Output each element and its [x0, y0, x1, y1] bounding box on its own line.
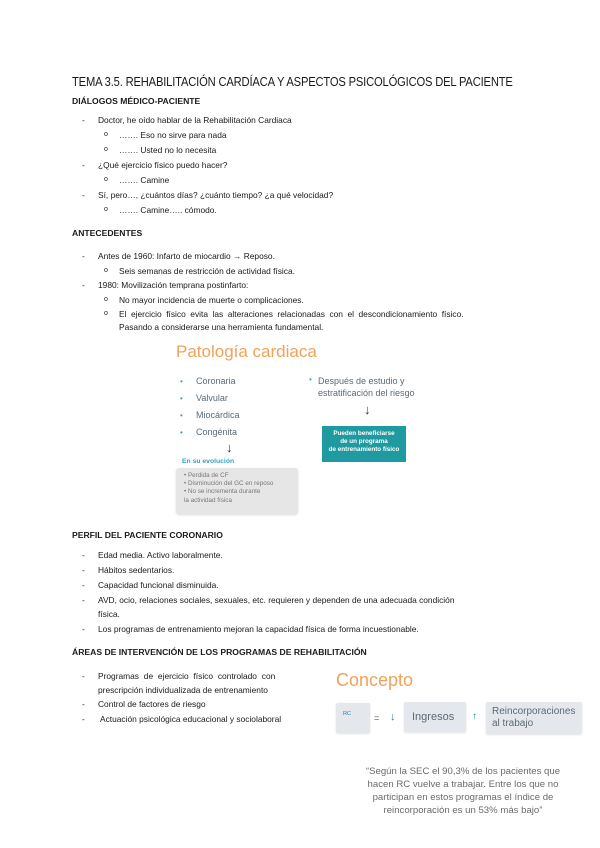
perfil-4: AVD, ocio, relaciones sociales, sexuales, etc. requieren y dependen de una adecuada condición	[98, 595, 455, 605]
bullet-dot-icon: •	[309, 375, 312, 384]
evolucion-label: En su evolución	[182, 458, 235, 465]
dash-bullet: -	[82, 624, 85, 634]
quote-line: participan en estos programas el índice de	[372, 792, 554, 803]
dialog-q2a: ……. Camine	[119, 175, 170, 185]
patologia-right-line1: Después de estudio y	[318, 376, 405, 386]
rc-label: RC	[343, 711, 352, 717]
bullet-dot-icon: •	[180, 394, 183, 403]
perfil-5: Los programas de entrenamiento mejoran la capacidad física de forma incuestionable.	[98, 624, 419, 634]
dash-bullet: -	[82, 550, 85, 560]
evolucion-line: • Disminución del GC en reposo	[184, 480, 274, 487]
reincorporaciones-box	[486, 702, 582, 734]
dialog-q1a: ……. Eso no sirve para nada	[119, 130, 227, 140]
patologia-item: Congénita	[196, 427, 238, 437]
teal-line: de un programa	[340, 438, 388, 445]
perfil-3: Capacidad funcional disminuida.	[98, 580, 219, 590]
evolucion-line: la actividad física	[184, 497, 232, 504]
arrow-down-icon: ↓	[226, 440, 233, 455]
dash-bullet: -	[82, 160, 85, 170]
dialog-q2: ¿Qué ejercicio físico puedo hacer?	[98, 160, 228, 170]
area-2: Control de factores de riesgo	[98, 699, 206, 709]
quote-line: “Según la SEC el 90,3% de los pacientes que	[365, 766, 561, 777]
teal-box	[322, 426, 406, 462]
perfil-1: Edad media. Activo laboralmente.	[98, 550, 223, 560]
bullet-dot-icon: •	[180, 377, 183, 386]
perfil-2: Hábitos sedentarios.	[98, 565, 175, 575]
evolucion-line: • Perdida de CF	[184, 472, 229, 479]
patologia-right-line2: estratificación del riesgo	[318, 388, 415, 398]
bullet-dot-icon: •	[180, 411, 183, 420]
dash-bullet: -	[82, 580, 85, 590]
circle-bullet: o	[104, 206, 108, 213]
dash-bullet: -	[82, 699, 85, 709]
quote-line: hacen RC vuelve a trabajar. Entre los que no	[367, 779, 559, 790]
dash-bullet: -	[82, 190, 85, 200]
antecedente-1: Antes de 1960: Infarto de miocardio → Reposo.	[98, 251, 275, 261]
dash-bullet: -	[82, 565, 85, 575]
dialog-q1: Doctor, he oído hablar de la Rehabilitación Cardiaca	[98, 115, 292, 125]
dash-bullet: -	[82, 115, 85, 125]
circle-bullet: o	[104, 131, 108, 138]
equals-sign: =	[374, 713, 380, 723]
circle-bullet: o	[104, 267, 108, 274]
antecedente-2b-cont: Pasando a considerarse una herramienta fundamental.	[119, 322, 324, 332]
dialogos-heading: DIÁLOGOS MÉDICO-PACIENTE	[72, 96, 201, 106]
ingresos-box	[404, 702, 466, 732]
areas-heading: ÁREAS DE INTERVENCIÓN DE LOS PROGRAMAS DE REHABILITACIÓN	[72, 647, 367, 657]
bullet-dot-icon: •	[180, 428, 183, 437]
page-title: TEMA 3.5. REHABILITACIÓN CARDÍACA Y ASPECTOS PSICOLÓGICOS DEL PACIENTE	[72, 74, 513, 89]
circle-bullet: o	[104, 146, 108, 153]
concepto-quote	[345, 765, 581, 817]
antecedente-1a: Seis semanas de restricción de actividad física.	[119, 266, 295, 276]
rc-box	[336, 703, 370, 733]
perfil-heading: PERFIL DEL PACIENTE CORONARIO	[72, 530, 223, 540]
quote-line: reincorporación es un 53% más bajo”	[383, 805, 543, 816]
dialog-q1b: ……. Usted no lo necesita	[119, 145, 217, 155]
antecedente-2: 1980: Movilización temprana postinfarto:	[98, 280, 249, 290]
patologia-title: Patología cardiaca	[176, 342, 317, 361]
arrow-up-icon: ↑	[472, 711, 477, 722]
area-1-cont: prescripción individualizada de entrenamiento	[98, 685, 268, 695]
dash-bullet: -	[82, 671, 85, 681]
antecedente-2b: El ejercicio físico evita las alteraciones relacionadas con el descondicionamiento físico.	[119, 309, 464, 319]
dialog-q3a: ……. Camine….. cómodo.	[119, 205, 217, 215]
teal-line: de entrenamiento físico	[328, 446, 400, 453]
dash-bullet: -	[82, 595, 85, 605]
antecedentes-heading: ANTECEDENTES	[72, 228, 143, 238]
evolucion-box	[176, 468, 298, 514]
teal-line: Pueden beneficiarse	[333, 430, 395, 437]
dash-bullet: -	[82, 280, 85, 290]
dialog-q3: Sí, pero…, ¿cuántos días? ¿cuánto tiempo? ¿a qué velocidad?	[98, 190, 334, 200]
dash-bullet: -	[82, 251, 85, 261]
concepto-title: Concepto	[336, 670, 414, 690]
arrow-down-icon: ↓	[390, 711, 396, 723]
arrow-down-icon: ↓	[364, 402, 371, 417]
area-1: Programas de ejercicio físico controlado con	[98, 671, 276, 681]
patologia-item: Miocárdica	[196, 410, 240, 420]
perfil-4-cont: física.	[98, 609, 120, 619]
patologia-item: Valvular	[196, 393, 228, 403]
dash-bullet: -	[82, 714, 85, 724]
area-3: Actuación psicológica educacional y sociolaboral	[100, 714, 282, 724]
patologia-item: Coronaria	[196, 376, 236, 386]
evolucion-line: • No se incrementa durante	[184, 488, 261, 495]
circle-bullet: o	[104, 296, 108, 303]
circle-bullet: o	[104, 310, 108, 317]
antecedente-2a: No mayor incidencia de muerte o complicaciones.	[119, 295, 304, 305]
reincorporaciones-line1: Reincorporaciones	[492, 706, 576, 717]
circle-bullet: o	[104, 176, 108, 183]
reincorporaciones-line2: al trabajo	[492, 718, 534, 729]
ingresos-label: Ingresos	[412, 711, 455, 723]
